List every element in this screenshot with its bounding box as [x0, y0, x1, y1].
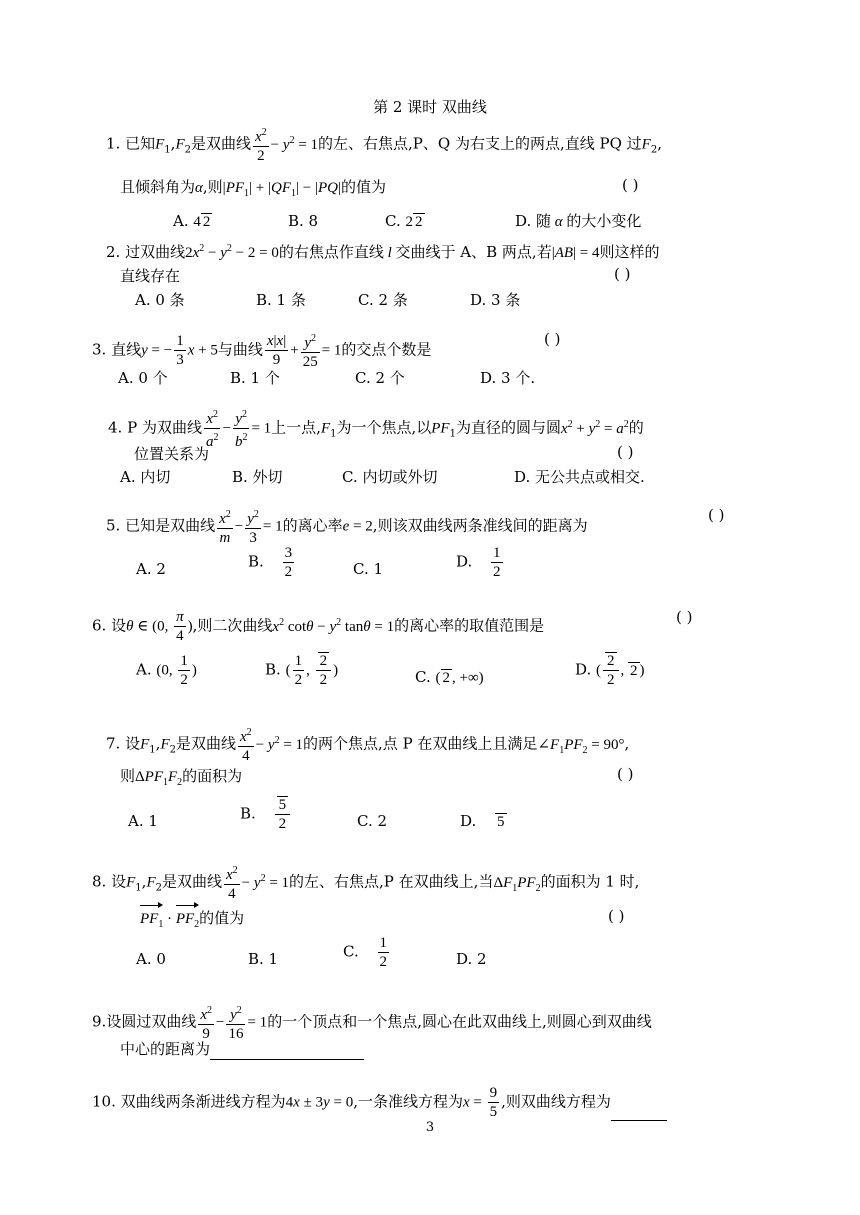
question-1-line-1: 1. 已知$F_1,F_2$是双曲线 $\frac{x^2}{2}$ − $y^2 = 1$的左、右焦点,P、Q 为右支上的两点,直线 PQ 过$F_2$,: [106, 124, 662, 165]
option-c: C. 2 个: [355, 369, 405, 387]
option-c: C. $\frac{1}{2}$: [343, 935, 387, 970]
question-7-line-1: 7. 设$F_1,F_2$是双曲线 $\frac{x^2}{4}$ − $y^2 = 1$的两个焦点,点 P 在双曲线上且满足$\angle F_1PF_2 = 90^\circ$,: [106, 724, 629, 765]
question-7-line-2: 则$\Delta PF_1F_2$的面积为: [120, 767, 243, 788]
option-d: D. 无公共点或相交.: [514, 468, 645, 486]
option-b: B. $\frac{5}{2}$: [240, 796, 292, 833]
option-a: A. (0, $\frac{1}{2}$ ): [136, 653, 197, 688]
option-c: C. 2 条: [358, 291, 408, 309]
option-c: C. 2 2: [385, 212, 423, 230]
option-a: A. 1: [128, 812, 158, 830]
question-4-line-2: 位置关系为: [134, 445, 210, 463]
answer-parentheses: ( ): [622, 176, 639, 194]
question-2-line-1: 2. 过双曲线$2x^2 - y^2 - 2 = 0$的右焦点作直线 l 交曲线于 A、B 两点,若|AB| = 4则这样的: [106, 243, 660, 261]
answer-parentheses: ( ): [617, 443, 634, 461]
question-8-line-2: $PF_1 \cdot PF_2$的值为: [140, 907, 244, 936]
question-5-line-1: 5. 已知是双曲线 $\frac{x^2}{m}$ − $\frac{y^2}{3}$ = 1的离心率e = 2,则该双曲线两条准线间的距离为: [106, 506, 588, 547]
question-4-line-1: 4. P 为双曲线 $\frac{x^2}{a^2}$ − $\frac{y^2}{b^2}$ = 1上一点$,F_1$为一个焦点,以$PF_1$为直径的圆与圆$x^2 + y^2 = a^2$的: [108, 406, 644, 451]
option-c: C. 2: [357, 812, 388, 830]
option-b: B. 1 条: [256, 291, 306, 309]
option-b: B. 8: [288, 212, 319, 230]
option-d: D. 3 条: [470, 291, 521, 309]
question-6-line-1: 6. 设θ ∈ (0, $\frac{\pi}{4}$ ),则二次曲线$x^2$ $\cot\theta - y^2$ tanθ = 1的离心率的取值范围是: [92, 609, 545, 644]
answer-parentheses: ( ): [617, 765, 634, 783]
option-d: D. ( $\frac{2}{2}$ , 2 ): [575, 653, 645, 688]
answer-parentheses: ( ): [708, 506, 725, 524]
option-a: A. 0 条: [135, 291, 185, 309]
question-8-line-1: 8. 设$F_1,F_2$是双曲线 $\frac{x^2}{4}$ − $y^2 = 1$的左、右焦点,P 在双曲线上,当$\Delta F_1PF_2$的面积为 1 时,: [92, 862, 639, 903]
option-d: D. 随 α 的大小变化: [515, 212, 642, 230]
option-d: D. 2: [456, 950, 487, 968]
option-b: B. $\frac{3}{2}$: [248, 545, 293, 580]
option-a: A. 2: [136, 560, 166, 578]
option-b: B. 1 个: [230, 369, 280, 387]
answer-parentheses: ( ): [676, 608, 693, 626]
option-a: A. 0 个: [118, 369, 168, 387]
answer-blank[interactable]: [210, 1041, 364, 1060]
option-a: A. 内切: [120, 468, 171, 486]
option-a: A. 4 2: [173, 212, 211, 230]
option-b: B. 1: [248, 950, 279, 968]
option-c: C. 1: [353, 560, 384, 578]
option-d: D. $\frac{1}{2}$: [456, 545, 501, 580]
answer-parentheses: ( ): [608, 907, 625, 925]
option-c: C. 内切或外切: [342, 468, 438, 486]
question-9-line-2: 中心的距离为: [120, 1038, 364, 1060]
option-b: B. ( $\frac{1}{2}$ , $\frac{2}{2}$ ): [265, 653, 339, 688]
option-c: C. ( 2 , +∞): [415, 668, 484, 686]
answer-blank[interactable]: [611, 1102, 667, 1121]
question-3-line-1: 3. 直线y = − $\frac{1}{3}$ x + 5与曲线 $\frac{x|x|}{9}$ + $\frac{y^2}{25}$ = 1的交点个数是: [92, 330, 431, 371]
question-1-line-2: 且倾斜角为α,则$|PF_1| + |QF_1| - |PQ|$的值为: [120, 178, 386, 199]
question-2-line-2: 直线存在: [120, 267, 181, 285]
page-number: 3: [425, 1120, 435, 1135]
answer-parentheses: ( ): [614, 265, 631, 283]
question-9-line-1: 9.设圆过双曲线 $\frac{x^2}{9}$ − $\frac{y^2}{16}$ = 1的一个顶点和一个焦点,圆心在此双曲线上,则圆心到双曲线: [92, 1002, 652, 1043]
answer-parentheses: ( ): [544, 330, 561, 348]
option-a: A. 0: [136, 950, 166, 968]
option-b: B. 外切: [232, 468, 283, 486]
lesson-title: 第 2 课时 双曲线: [373, 98, 487, 116]
option-d: D. 5: [460, 812, 505, 830]
question-10-line-1: 10. 双曲线两条渐进线方程为4x ± 3y = 0,一条准线方程为x = $\frac{9}{5}$ ,则双曲线方程为: [92, 1084, 667, 1121]
option-d: D. 3 个.: [480, 369, 536, 387]
